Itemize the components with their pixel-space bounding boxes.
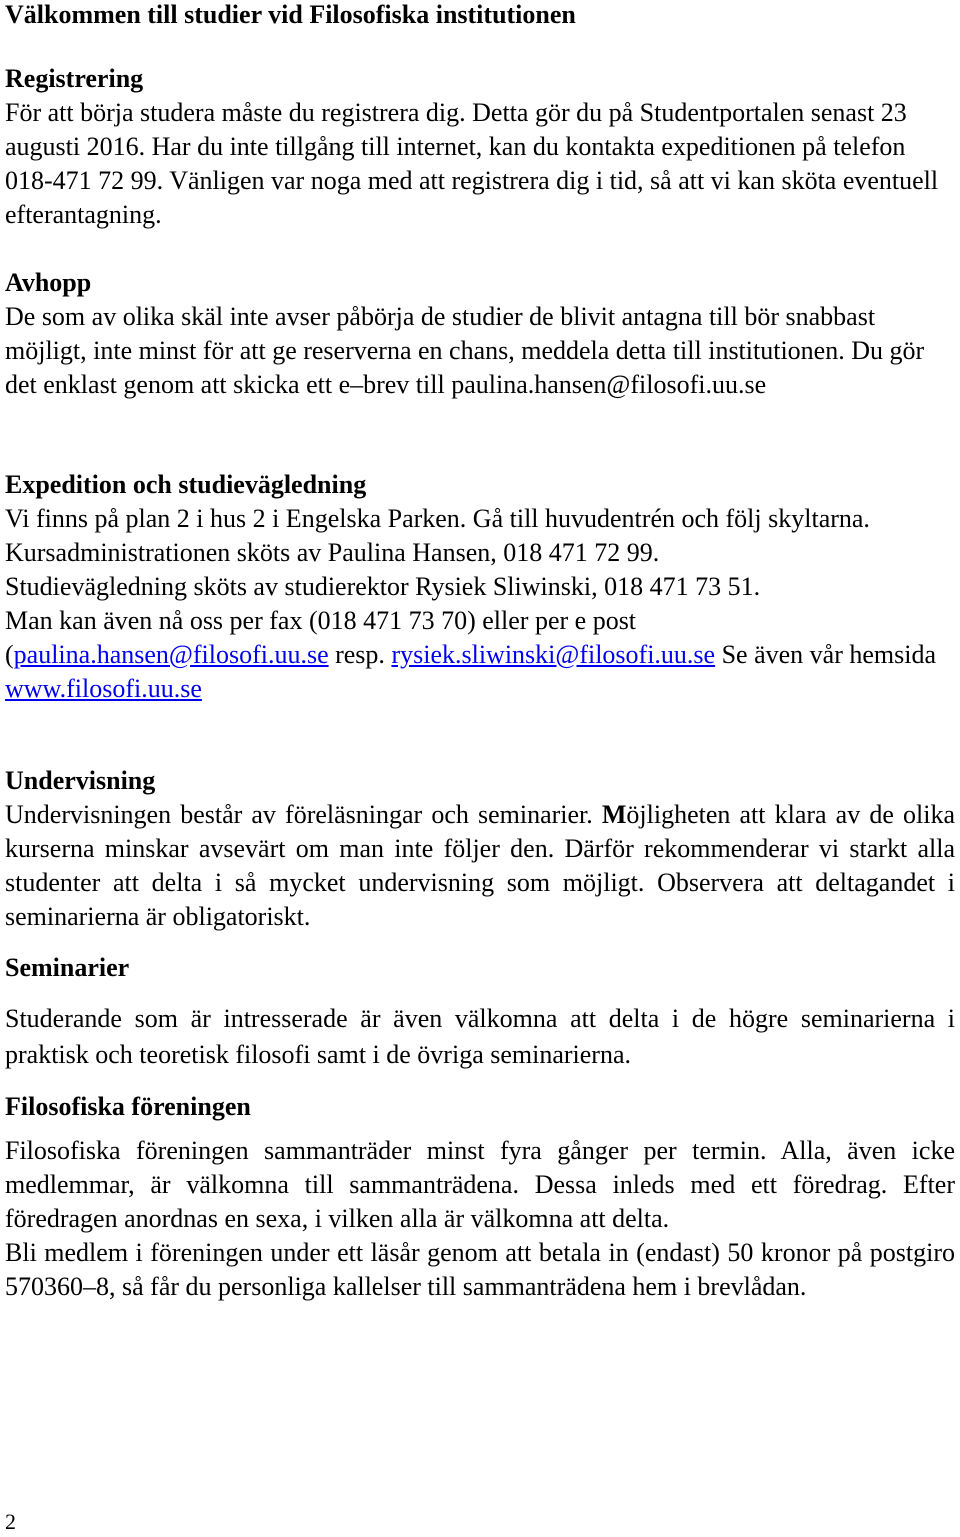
section-undervisning (5, 764, 955, 934)
expedition-guidance: Studievägledning sköts av studierektor Rysiek Sliwinski, 018 471 73 51. (5, 572, 761, 601)
registrering-text: För att börja studera måste du registrera dig. Detta gör du på Studentportalen senast 23 augusti 2016. Har du inte tillgång till internet, kan du kontakta expeditionen på telefon 018-471 72 99. Vänligen var noga med att registrera dig i tid, så att vi kan sköta eventuell efterantagning. (5, 98, 939, 229)
email-link-paulina[interactable]: paulina.hansen@filosofi.uu.se (13, 640, 329, 669)
contact-text-b: resp. (328, 640, 392, 669)
section-registrering (5, 62, 955, 232)
heading-undervisning: Undervisning (5, 766, 156, 795)
heading-forening: Filosofiska föreningen (5, 1092, 251, 1121)
expedition-location: Vi finns på plan 2 i hus 2 i Engelska Parken. Gå till huvudentrén och följ skyltarna. (5, 504, 870, 533)
page-title: Välkommen till studier vid Filosofiska institutionen (5, 0, 576, 29)
website-link[interactable]: www.filosofi.uu.se (5, 674, 202, 703)
page-number: 2 (5, 1509, 16, 1534)
section-expedition (5, 468, 955, 706)
undervisning-text-a: Undervisningen består av föreläsningar och seminarier. (5, 800, 602, 829)
contact-text-a: Man kan även nå oss per fax (018 471 73 70) eller per e post ( (5, 606, 637, 669)
contact-text-c: Se även vår hemsida (715, 640, 937, 669)
heading-expedition: Expedition och studievägledning (5, 470, 367, 499)
heading-avhopp: Avhopp (5, 268, 92, 297)
section-avhopp (5, 266, 955, 402)
seminarier-text: Studerande som är intresserade är även välkomna att delta i de högre seminarierna i praktisk och teoretisk filosofi samt i de övriga seminarierna. (5, 1004, 955, 1069)
expedition-contact (5, 604, 955, 706)
heading-registrering: Registrering (5, 64, 144, 93)
section-forening (5, 1090, 955, 1304)
undervisning-text-bold: M (601, 800, 627, 829)
undervisning-text-b: öjligheten att klara av de olika kurserna minskar avsevärt om man inte följer den. Därför rekommenderar vi starkt alla studenter att delta i så mycket undervisning som möjligt. Observera att deltagandet i seminarierna är obligatoriskt. (5, 800, 955, 931)
heading-seminarier: Seminarier (5, 953, 130, 982)
section-seminarier (5, 951, 955, 1073)
avhopp-text: De som av olika skäl inte avser påbörja de studier de blivit antagna till bör snabbast möjligt, inte minst för att ge reserverna en chans, meddela detta till institutionen. Du gör det enklast genom att skicka ett e–brev till paulina.hansen@filosofi.uu.se (5, 302, 925, 399)
forening-text-1: Filosofiska föreningen sammanträder minst fyra gånger per termin. Alla, även icke medlemmar, är välkomna till sammanträdena. Dessa inleds med ett föredrag. Efter föredragen anordnas en sexa, i vilken alla är välkomna att delta. (5, 1136, 955, 1233)
email-link-rysiek[interactable]: rysiek.sliwinski@filosofi.uu.se (391, 640, 716, 669)
expedition-admin: Kursadministrationen sköts av Paulina Hansen, 018 471 72 99. (5, 538, 660, 567)
undervisning-text (5, 798, 955, 934)
forening-text-2: Bli medlem i föreningen under ett läsår genom att betala in (endast) 50 kronor på postgiro 570360–8, så får du personliga kallelser till sammanträdena hem i brevlådan. (5, 1238, 955, 1301)
